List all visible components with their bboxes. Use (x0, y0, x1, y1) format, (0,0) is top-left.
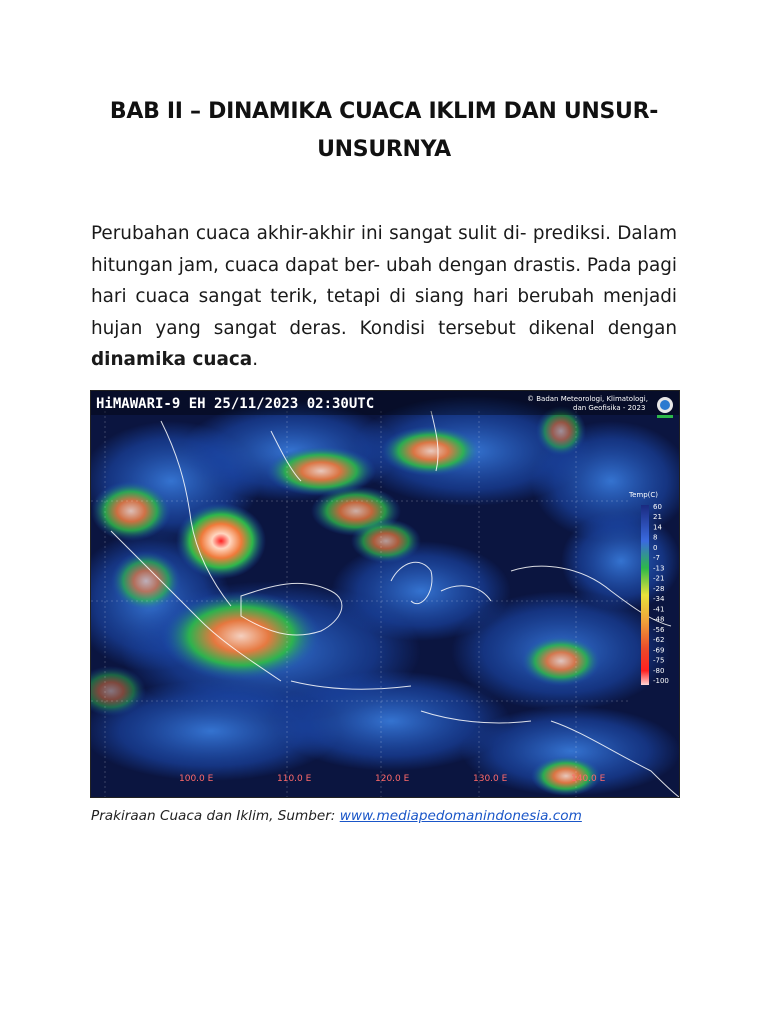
source-link[interactable]: www.mediapedomanindonesia.com (339, 808, 582, 824)
scale-tick-label: -7 (653, 554, 660, 563)
scale-tick-label: 8 (653, 533, 658, 542)
scale-tick-label: -28 (653, 584, 665, 593)
scale-tick-label: 60 (653, 503, 662, 511)
scale-tick-label: -75 (653, 656, 665, 665)
longitude-label: 100.0 E (179, 774, 214, 784)
longitude-label: 130.0 E (473, 774, 508, 784)
satellite-image (90, 390, 680, 798)
page-title: BAB II – DINAMIKA CUACA IKLIM DAN UNSUR-UNSURNYA (109, 99, 659, 162)
scale-tick-label: -41 (653, 605, 665, 614)
scale-tick-label: -69 (653, 646, 665, 655)
scale-tick-label: -13 (653, 564, 665, 573)
satellite-header: HiMAWARI-9 EH 25/11/2023 02:30UTC (96, 396, 375, 412)
color-scale-bar (641, 505, 649, 685)
scale-tick-label: -21 (653, 574, 665, 583)
credit-line-1: © Badan Meteorologi, Klimatologi, (527, 395, 648, 403)
scale-tick-label: -100 (653, 677, 669, 685)
scale-tick-label: 0 (653, 543, 658, 552)
scale-tick-label: -48 (653, 615, 665, 624)
satellite-map (91, 391, 679, 797)
scale-tick-label: -62 (653, 636, 665, 645)
longitude-label: 120.0 E (375, 774, 410, 784)
scale-tick-label: 21 (653, 513, 662, 522)
scale-tick-label: 14 (653, 523, 662, 532)
body-paragraph (91, 218, 677, 376)
scale-tick-label: -80 (653, 666, 665, 675)
paragraph-end: . (252, 349, 259, 370)
longitude-label: 110.0 E (277, 774, 312, 784)
figure-caption (91, 808, 691, 824)
scale-title: Temp(C) (629, 491, 659, 499)
credit-line-2: dan Geofisika - 2023 (573, 404, 646, 412)
caption-text: Prakiraan Cuaca dan Iklim, Sumber: (91, 808, 340, 824)
paragraph-bold-term: dinamika cuaca (91, 349, 253, 370)
scale-tick-label: -34 (653, 595, 665, 604)
paragraph-text: Perubahan cuaca akhir-akhir ini sangat sulit di- prediksi. Dalam hitungan jam, cuaca dapat ber- ubah dengan drastis. Pada pagi hari cuaca sangat terik, tetapi di siang hari berubah menjadi hujan yang sangat deras. Kondisi tersebut dikenal dengan (91, 223, 677, 339)
longitude-label: 140.0 E (571, 774, 606, 784)
scale-tick-label: -56 (653, 625, 665, 634)
